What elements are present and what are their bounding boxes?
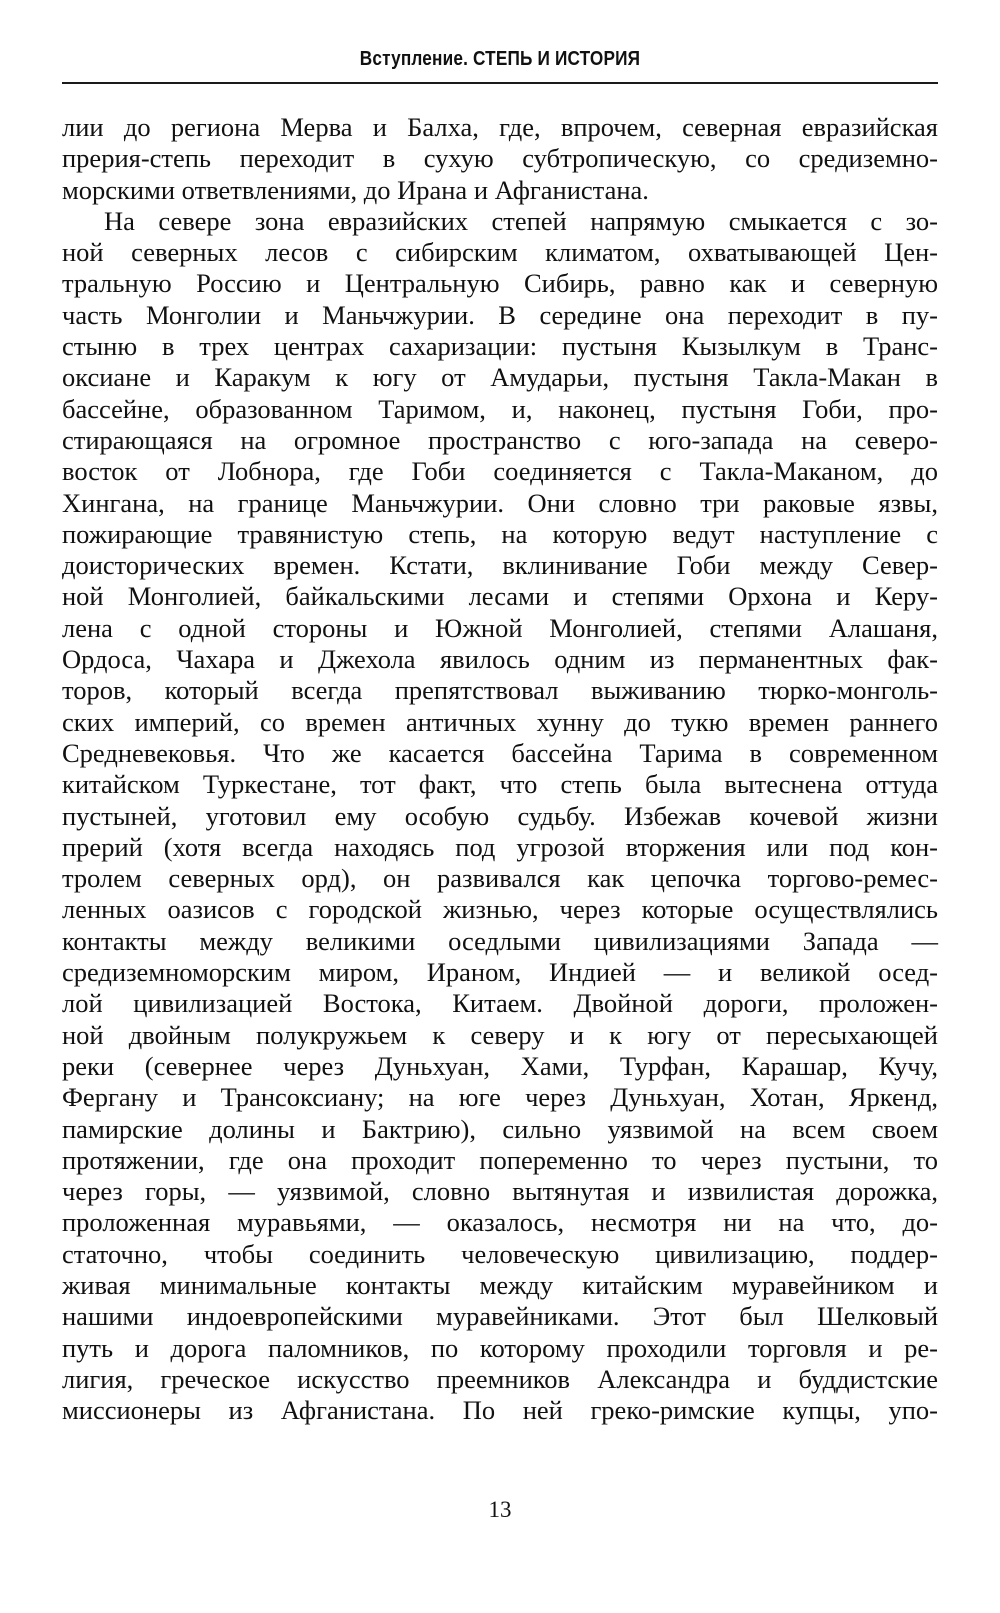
text-line: тролем северных орд), он развивался как цепочка торгово-ремес- <box>62 863 938 894</box>
text-line: стыню в трех центрах сахаризации: пустыня Кызылкум в Транс- <box>62 331 938 362</box>
text-line: Ордоса, Чахара и Джехола явилось одним из перманентных фак- <box>62 644 938 675</box>
text-line: ских империй, со времен античных хунну до тукю времен раннего <box>62 706 938 737</box>
text-line: контакты между великими оседлыми цивилизациями Запада — <box>62 925 938 956</box>
text-line: миссионеры из Афганистана. По ней греко-римские купцы, упо- <box>62 1395 938 1426</box>
paragraph <box>62 206 938 1427</box>
body-text <box>62 112 938 1426</box>
text-line: тральную Россию и Центральную Сибирь, равно как и северную <box>62 268 938 299</box>
text-line: стирающаяся на огромное пространство с юго-запада на северо- <box>62 424 938 455</box>
text-line: китайском Туркестане, тот факт, что степь была вытеснена оттуда <box>62 769 938 800</box>
text-line: через горы, — уязвимой, словно вытянутая и извилистая дорожка, <box>62 1176 938 1207</box>
text-line: часть Монголии и Маньчжурии. В середине она переходит в пу- <box>62 299 938 330</box>
page-number: 13 <box>488 1497 512 1522</box>
text-line: путь и дорога паломников, по которому проходили торговля и ре- <box>62 1332 938 1363</box>
text-line: средиземноморским миром, Ираном, Индией — и великой осед- <box>62 957 938 988</box>
text-line: ной северных лесов с сибирским климатом, охватывающей Цен- <box>62 237 938 268</box>
text-line: прерия-степь переходит в сухую субтропическую, со средиземно- <box>62 143 938 174</box>
running-head: Вступление. СТЕПЬ И ИСТОРИЯ <box>359 48 641 70</box>
text-line: живая минимальные контакты между китайским муравейником и <box>62 1269 938 1300</box>
text-line: лена с одной стороны и Южной Монголией, степями Алашаня, <box>62 612 938 643</box>
header-rule <box>62 82 938 84</box>
text-line: статочно, чтобы соединить человеческую цивилизацию, поддер- <box>62 1238 938 1269</box>
text-line: реки (севернее через Дуньхуан, Хами, Турфан, Карашар, Кучу, <box>62 1050 938 1081</box>
text-line: проложенная муравьями, — оказалось, несмотря ни на что, до- <box>62 1207 938 1238</box>
text-line: Фергану и Трансоксиану; на юге через Дуньхуан, Хотан, Яркенд, <box>62 1082 938 1113</box>
text-line: лой цивилизацией Востока, Китаем. Двойной дороги, проложен- <box>62 988 938 1019</box>
text-line: Средневековья. Что же касается бассейна Тарима в современном <box>62 737 938 768</box>
text-line: лии до региона Мерва и Балха, где, впрочем, северная евразийская <box>62 112 938 142</box>
text-line: протяжении, где она проходит попеременно то через пустыни, то <box>62 1144 938 1175</box>
text-line: доисторических времен. Кстати, вклинивание Гоби между Север- <box>62 550 938 581</box>
text-line: оксиане и Каракум к югу от Амударьи, пустыня Такла-Макан в <box>62 362 938 393</box>
text-line: На севере зона евразийских степей напрямую смыкается с зо- <box>104 205 938 236</box>
text-line: памирские долины и Бактрию), сильно уязвимой на всем своем <box>62 1113 938 1144</box>
text-line: бассейне, образованном Таримом, и, наконец, пустыня Гоби, про- <box>62 393 938 424</box>
paragraph <box>62 112 938 206</box>
text-line: пожирающие травянистую степь, на которую ведут наступление с <box>62 518 938 549</box>
text-line: пустыней, уготовил ему особую судьбу. Избежав кочевой жизни <box>62 800 938 831</box>
text-line: ленных оазисов с городской жизнью, через которые осуществлялись <box>62 894 938 925</box>
text-line: Хингана, на границе Маньчжурии. Они словно три раковые язвы, <box>62 487 938 518</box>
text-line: восток от Лобнора, где Гоби соединяется с Такла-Маканом, до <box>62 456 938 487</box>
text-line: морскими ответвлениями, до Ирана и Афганистана. <box>62 174 649 205</box>
text-line: прерий (хотя всегда находясь под угрозой вторжения или под кон- <box>62 831 938 862</box>
text-line: ной Монголией, байкальскими лесами и степями Орхона и Керу- <box>62 581 938 612</box>
text-line: ной двойным полукружьем к северу и к югу от пересыхающей <box>62 1019 938 1050</box>
text-line: лигия, греческое искусство преемников Александра и буддистские <box>62 1363 938 1394</box>
text-line: торов, который всегда препятствовал выживанию тюрко-монголь- <box>62 675 938 706</box>
text-line: нашими индоевропейскими муравейниками. Этот был Шелковый <box>62 1301 938 1332</box>
